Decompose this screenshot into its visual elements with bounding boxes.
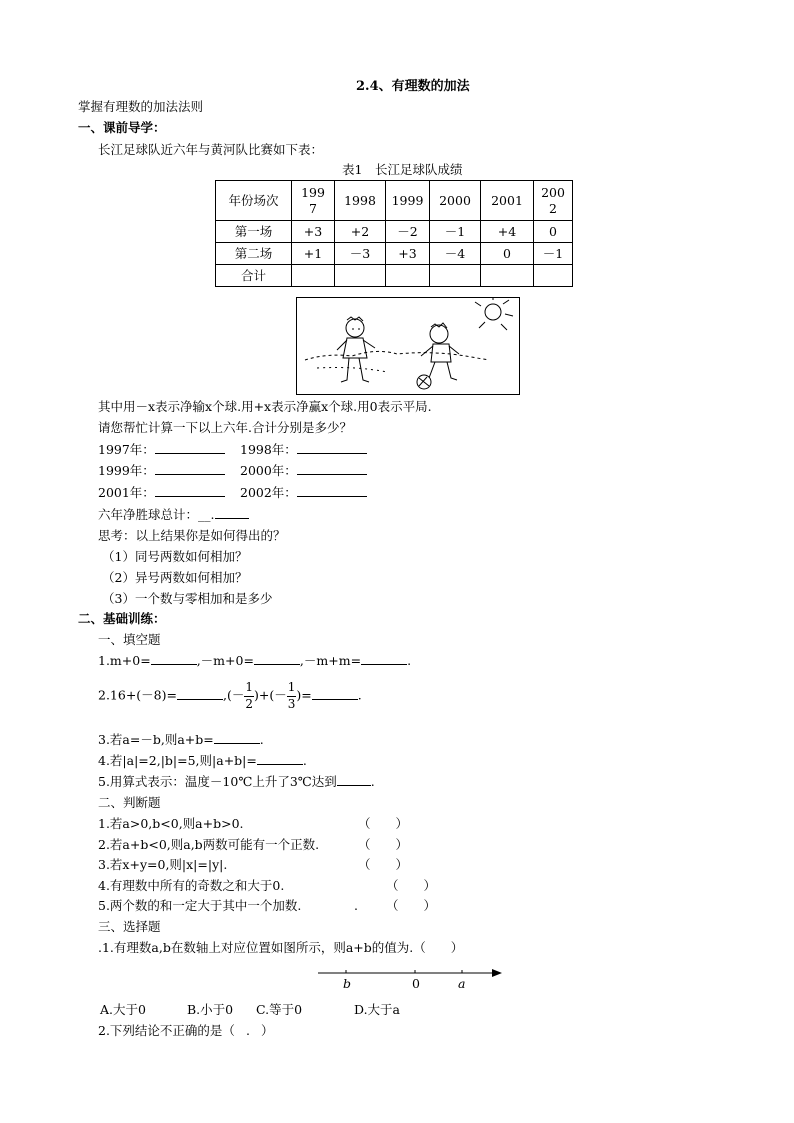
total-label: 六年净胜球总计： (98, 507, 199, 522)
answer-blank[interactable] (215, 518, 249, 519)
table-row (216, 243, 573, 265)
answer-blank[interactable] (155, 453, 225, 454)
table-cell: －3 (335, 243, 386, 265)
answer-blank[interactable] (151, 664, 197, 665)
arrow-right-icon (492, 969, 502, 977)
answer-blank[interactable] (155, 496, 225, 497)
table-cell: 0 (534, 221, 573, 243)
table-header-row (216, 181, 573, 221)
year-label: 2000年： (240, 463, 297, 478)
table-header-label: 年份场次 (216, 181, 292, 221)
year-label: 2001年： (98, 485, 155, 500)
fraction: $\frac{1}{3}$ (287, 680, 296, 711)
answer-blank[interactable] (297, 474, 367, 475)
year-fill-row (98, 485, 225, 500)
year-fill-row (98, 463, 225, 478)
row-label: 第一场 (216, 221, 292, 243)
year-fill-row (98, 442, 225, 457)
judge-heading: 二、判断题 (98, 795, 161, 810)
table-cell-empty (534, 265, 573, 287)
section2-heading: 二、基础训练： (78, 611, 166, 626)
table-year-cell: 199 7 (292, 181, 335, 221)
page-title: 2.4、有理数的加法 (356, 79, 470, 94)
think-item: （2）异号两数如何相加？ (102, 570, 248, 585)
think-item: （3）一个数与零相加和是多少 (102, 591, 273, 606)
table-cell: －1 (430, 221, 481, 243)
judge-item: 5.两个数的和一定大于其中一个加数. (98, 898, 302, 913)
year-label: 1997年： (98, 442, 155, 457)
table-cell-empty (292, 265, 335, 287)
section1-heading: 一、课前导学： (78, 120, 166, 135)
total-dot: __. (198, 507, 215, 522)
row-label: 第二场 (216, 243, 292, 265)
fill-heading: 一、填空题 (98, 632, 161, 647)
year-label: 1999年： (98, 463, 155, 478)
rule-text: 其中用－x表示净输x个球.用+x表示净赢x个球.用0表示平局. (98, 399, 432, 414)
answer-blank[interactable] (214, 743, 260, 744)
judge-item: 2.若a+b<0,则a,b两数可能有一个正数. (98, 837, 320, 852)
table-row (216, 221, 573, 243)
table-cell: －1 (534, 243, 573, 265)
table-cell: －4 (430, 243, 481, 265)
total-row (98, 507, 249, 522)
choice-question-1: .1.有理数a,b在数轴上对应位置如图所示，则a+b的值为.（ ） (98, 940, 464, 955)
answer-blank[interactable] (297, 453, 367, 454)
answer-blank[interactable] (312, 699, 358, 700)
table-cell: +1 (292, 243, 335, 265)
option-a[interactable]: A.大于0 (100, 1002, 146, 1017)
table-year-cell: 1998 (335, 181, 386, 221)
soccer-players-drawing (297, 298, 519, 394)
judge-item: 3.若x+y=0,则|x|=|y|. (98, 857, 228, 872)
answer-blank[interactable] (361, 664, 407, 665)
number-line-label-zero: 0 (412, 976, 420, 991)
answer-blank[interactable] (177, 699, 223, 700)
year-fill-row (240, 485, 367, 500)
table-cell: +2 (335, 221, 386, 243)
table-year-cell: 1999 (386, 181, 430, 221)
table-cell: 0 (481, 243, 534, 265)
fill-question-4: 4.若|a|=2,|b|=5,则|a+b|= . (98, 753, 307, 768)
objective: 掌握有理数的加法法则 (78, 99, 204, 114)
stray-dot: . (354, 898, 358, 913)
table-cell-empty (386, 265, 430, 287)
answer-blank[interactable] (337, 785, 371, 786)
choice-heading: 三、选择题 (98, 919, 161, 934)
year-fill-row (240, 442, 367, 457)
row-label: 合计 (216, 265, 292, 287)
number-line-label-b: b (343, 976, 352, 991)
fill-question-5: 5.用算式表示：温度－10℃上升了3℃达到 . (98, 774, 375, 789)
table-cell: +3 (292, 221, 335, 243)
answer-bracket[interactable]: （ ） (386, 898, 437, 913)
fill-question-3: 3.若a=－b,则a+b= . (98, 732, 264, 747)
option-d[interactable]: D.大于a (354, 1002, 401, 1017)
table-row-total (216, 265, 573, 287)
choice-question-2: 2.下列结论不正确的是（ . ） (98, 1023, 274, 1038)
table-year-cell: 2000 (430, 181, 481, 221)
answer-bracket[interactable]: （ ） (386, 878, 437, 893)
table-cell-empty (430, 265, 481, 287)
answer-blank[interactable] (254, 664, 300, 665)
answer-bracket[interactable]: （ ） (358, 837, 409, 852)
year-label: 1998年： (240, 442, 297, 457)
table-year-cell: 200 2 (534, 181, 573, 221)
soccer-illustration (296, 297, 520, 395)
table-cell: +3 (386, 243, 430, 265)
table-caption: 表1 长江足球队成绩 (342, 162, 463, 177)
number-line-label-a: a (458, 976, 466, 991)
year-fill-row (240, 463, 367, 478)
question-text: 请您帮忙计算一下以上六年.合计分别是多少？ (98, 420, 352, 435)
option-c[interactable]: C.等于0 (256, 1002, 303, 1017)
table-cell-empty (481, 265, 534, 287)
answer-bracket[interactable]: （ ） (358, 857, 409, 872)
answer-blank[interactable] (155, 474, 225, 475)
table-cell: +4 (481, 221, 534, 243)
think-item: （1）同号两数如何相加？ (102, 549, 248, 564)
answer-bracket[interactable]: （ ） (358, 816, 409, 831)
judge-item: 1.若a>0,b<0,则a+b>0. (98, 816, 244, 831)
table-cell-empty (335, 265, 386, 287)
answer-blank[interactable] (297, 496, 367, 497)
answer-bracket-dot[interactable]: . (245, 1023, 250, 1038)
fill-question-1: 1.m+0= ,－m+0= ,－m+m= . (98, 653, 412, 668)
judge-item: 4.有理数中所有的奇数之和大于0. (98, 878, 285, 893)
section1-intro: 长江足球队近六年与黄河队比赛如下表： (98, 142, 324, 157)
option-b[interactable]: B.小于0 (187, 1002, 234, 1017)
answer-blank[interactable] (257, 764, 303, 765)
table-year-cell: 2001 (481, 181, 534, 221)
fill-question-2: 2.16+(－8)= ,(－ $\frac{1}{2}$ )+(－ $\frac{1}{3}$ )= . (98, 680, 362, 711)
year-label: 2002年： (240, 485, 297, 500)
score-table (215, 180, 573, 287)
fraction: $\frac{1}{2}$ (245, 680, 253, 711)
table-cell: －2 (386, 221, 430, 243)
think-text: 思考：以上结果你是如何得出的？ (98, 528, 286, 543)
